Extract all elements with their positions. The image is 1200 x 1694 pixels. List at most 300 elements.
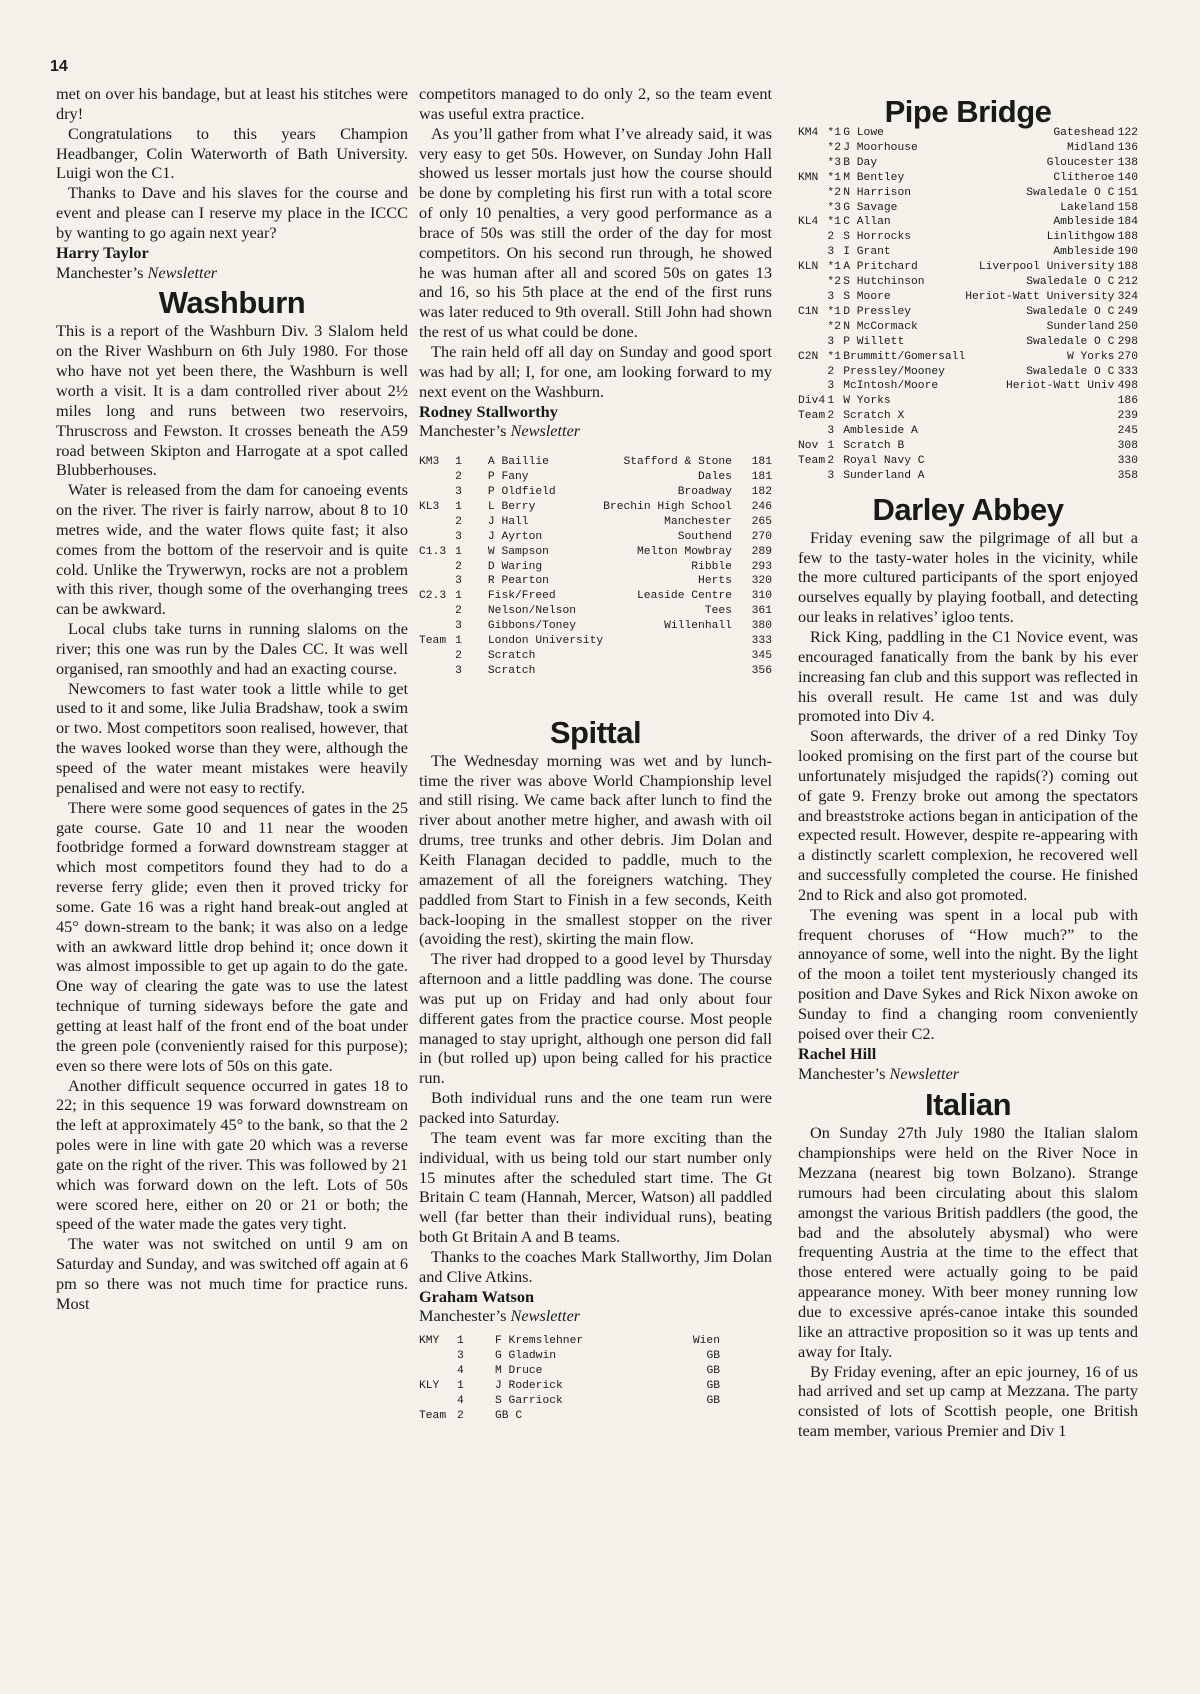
table-cell-club: Sunderland xyxy=(1046,320,1115,333)
table-row xyxy=(419,649,772,664)
table-cell-score: 330 xyxy=(1117,454,1138,467)
table-cell-name: Scratch X xyxy=(843,410,905,423)
table-row xyxy=(798,156,1138,171)
table-cell-score: 140 xyxy=(1117,171,1138,184)
table-row xyxy=(419,1364,772,1379)
table-cell-cls: Team xyxy=(419,635,447,648)
table-cell-club xyxy=(965,394,1114,409)
table-cell-club: Swaledale O C xyxy=(1026,365,1115,378)
table-cell-cls xyxy=(798,320,827,335)
table-cell-name: Sunderland A xyxy=(843,469,925,482)
table-cell-name: F Kremslehner xyxy=(495,1335,584,1348)
source-prefix: Manchester’s xyxy=(798,1063,886,1083)
paragraph: Both individual runs and the one team run were packed into Saturday. xyxy=(419,1088,772,1127)
table-cell-score: 188 xyxy=(1117,231,1138,244)
table-cell-pos: 2 xyxy=(455,471,462,484)
table-cell-cls: C2N xyxy=(798,350,819,363)
table-cell-cls xyxy=(419,530,455,545)
table-row xyxy=(419,1349,772,1364)
table-cell-score: 333 xyxy=(1117,365,1138,378)
table-cell-pos: *1 xyxy=(827,350,841,363)
paragraph: There were some good sequences of gates in the 25 gate course. Gate 10 and 11 near the wooden footbridge formed a forward downstream stagger at which most competitors found they had to do a reverse ferry glide; even then it proved tricky for some. Gate 16 was a right hand break-out angled at 45° down-stream to the bank; it was also on a ledge with an awkward little drop behind it; once down it was almost impossible to get up again to do the gate. One way of clearing the gate was to use the latest technique of turning sideways before the gate and getting at least half of the front end of the boat under the green pole (conveniently raised for this purpose); even so there were lots of 50s on this gate. xyxy=(56,797,408,1075)
table-cell-name: D Waring xyxy=(487,560,543,573)
table-cell-cls xyxy=(419,560,455,575)
table-cell-pos: *1 xyxy=(827,261,841,274)
table-cell-pos: 2 xyxy=(455,515,462,528)
table-row xyxy=(798,290,1138,305)
table-cell-name: P Fany xyxy=(487,471,529,484)
table-cell-cls xyxy=(419,1364,457,1379)
table-cell-score: 190 xyxy=(1117,246,1138,259)
table-row xyxy=(798,335,1138,350)
table-cell-cls: Nov xyxy=(798,440,819,453)
table-row xyxy=(798,245,1138,260)
table-cell-club xyxy=(603,649,732,664)
column-2 xyxy=(419,84,772,1424)
source-credit xyxy=(798,1064,1138,1084)
table-cell-cls: Team xyxy=(798,410,826,423)
byline: Rachel Hill xyxy=(798,1043,877,1063)
table-cell-club xyxy=(603,634,732,649)
spittal-results-table xyxy=(419,1334,772,1423)
table-cell-name: L Berry xyxy=(487,500,536,513)
table-cell-name: W Sampson xyxy=(487,545,549,558)
table-cell-name: Gibbons/Toney xyxy=(487,620,577,633)
table-cell-pos: *1 xyxy=(827,127,841,139)
table-row xyxy=(798,215,1138,230)
table-cell-club: Manchester xyxy=(664,515,732,528)
paragraph: By Friday evening, after an epic journey, 16 of us had arrived and set up camp at Mezzana. The party consisted of lots of Scottish people, one British team member, various Premier and Div 1 xyxy=(798,1361,1138,1441)
page-number: 14 xyxy=(50,58,68,75)
table-cell-club: Wien xyxy=(692,1335,720,1348)
table-cell-cls xyxy=(419,664,455,679)
paragraph: Water is released from the dam for canoeing events on the river. The river is fairly narrow, about 8 to 10 metres wide, and the water flows quite fast; it also comes from the bottom of the reservoir and is quite cold. Unlike the Trywerwyn, rocks are not a problem with this river, though some of the overhanging trees can be awkward. xyxy=(56,480,408,619)
table-cell-score: 245 xyxy=(1117,425,1138,438)
paragraph: The river had dropped to a good level by Thursday afternoon and a little paddling was done. The course was put up on Friday and had only about four different gates from the practice course. Most people managed to stay upright, although one person did fall in (but rolled up) upon being called for his practice run. xyxy=(419,949,772,1088)
table-cell-pos: 2 xyxy=(827,365,835,378)
table-cell-club: Willenhall xyxy=(664,620,732,633)
table-cell-club xyxy=(603,664,732,679)
table-cell-score: 250 xyxy=(1117,320,1138,333)
table-cell-name: N McCormack xyxy=(843,320,918,333)
column-1 xyxy=(56,84,408,1314)
source-credit xyxy=(56,263,408,283)
table-row xyxy=(419,485,772,500)
table-cell-score: 246 xyxy=(751,500,772,513)
table-cell-cls: C1N xyxy=(798,305,819,318)
table-row xyxy=(798,454,1138,469)
table-cell-name: M Druce xyxy=(495,1365,543,1378)
table-cell-pos: 3 xyxy=(827,469,835,482)
table-cell-cls xyxy=(419,1394,457,1409)
table-cell-score: 324 xyxy=(1117,290,1138,303)
table-cell-cls: KM3 xyxy=(419,456,440,469)
table-row xyxy=(798,469,1138,484)
table-row xyxy=(798,141,1138,156)
table-row xyxy=(419,1334,772,1349)
section-heading-washburn: Washburn xyxy=(158,285,306,321)
table-cell-pos: 3 xyxy=(827,290,835,303)
table-row xyxy=(798,275,1138,290)
table-cell-club: GB xyxy=(706,1394,720,1407)
table-row xyxy=(419,574,772,589)
table-cell-cls xyxy=(798,290,827,305)
table-cell-name: P Willett xyxy=(843,335,905,348)
table-cell-cls xyxy=(798,141,827,156)
table-cell-score: 358 xyxy=(1117,469,1138,482)
table-cell-club: Ambleside xyxy=(1053,216,1115,229)
paragraph: competitors managed to do only 2, so the team event was useful extra practice. xyxy=(419,84,772,123)
table-row xyxy=(419,664,772,679)
table-cell-cls xyxy=(798,469,827,484)
column-3 xyxy=(798,90,1138,1441)
table-cell-cls: Div4 xyxy=(798,395,826,408)
table-cell-pos: 1 xyxy=(827,395,835,408)
table-row xyxy=(798,394,1138,409)
source-prefix: Manchester’s xyxy=(419,421,507,441)
table-cell-cls xyxy=(419,619,455,634)
table-cell-cls xyxy=(798,379,827,394)
table-cell-pos: *3 xyxy=(827,156,841,169)
paragraph: Newcomers to fast water took a little while to get used to it and some, like Julia Bradshaw, took a swim or two. Most competitors soon realised, however, that the waves looked worse than they were, although the speed of the water meant mistakes were heavily penalised and were not easy to rectify. xyxy=(56,678,408,797)
table-cell-cls xyxy=(798,201,827,216)
table-cell-score: 212 xyxy=(1117,276,1138,289)
table-cell-club: Ribble xyxy=(691,560,732,573)
table-row xyxy=(419,545,772,560)
table-cell-name: J Moorhouse xyxy=(843,141,918,154)
table-cell-pos: 3 xyxy=(457,1350,464,1363)
table-row xyxy=(419,455,772,470)
table-cell-pos: 2 xyxy=(827,410,835,423)
table-row xyxy=(419,604,772,619)
table-cell-club: Swaledale O C xyxy=(1026,186,1115,199)
table-cell-cls xyxy=(798,186,827,201)
paragraph: Congratulations to this years Champion Headbanger, Colin Waterworth of Bath University. Luigi won the C1. xyxy=(56,123,408,183)
section-heading-pipe-bridge: Pipe Bridge xyxy=(884,94,1052,129)
table-cell-club xyxy=(965,424,1114,439)
table-row xyxy=(798,409,1138,424)
table-cell-club: Broadway xyxy=(677,486,732,498)
table-cell-club: Linlithgow xyxy=(1046,231,1115,244)
table-cell-cls xyxy=(419,1349,457,1364)
table-cell-pos: 3 xyxy=(455,620,462,633)
table-cell-cls xyxy=(419,604,455,619)
paragraph: met on over his bandage, but at least his stitches were dry! xyxy=(56,84,408,123)
table-cell-cls: KM4 xyxy=(798,127,819,139)
table-row xyxy=(419,619,772,634)
table-cell-club: Heriot-Watt Univ xyxy=(1005,380,1115,393)
table-cell-club: Dales xyxy=(698,471,732,484)
table-cell-club: Midland xyxy=(1066,141,1115,154)
paragraph: The rain held off all day on Sunday and good sport was had by all; I, for one, am looking forward to my next event on the Washburn. xyxy=(419,341,772,401)
table-cell-cls: KL3 xyxy=(419,500,440,513)
table-cell-pos: 1 xyxy=(455,545,462,558)
table-cell-pos: 1 xyxy=(455,635,462,648)
source-prefix: Manchester’s xyxy=(419,1306,507,1326)
table-cell-name: G Savage xyxy=(843,201,898,214)
table-cell-club xyxy=(641,1409,772,1424)
byline: Harry Taylor xyxy=(56,242,149,262)
table-cell-score: 356 xyxy=(751,664,772,677)
table-row xyxy=(419,470,772,485)
table-row xyxy=(798,424,1138,439)
paragraph: This is a report of the Washburn Div. 3 Slalom held on the River Washburn on 6th July 1980. For those who have not yet been there, the Washburn is well worth a visit. It is a dam controlled river about 2½ miles long and runs between two reservoirs, Thruscross and Fewston. It crosses beneath the A59 road between Skipton and Harrogate at a spot called Blubberhouses. xyxy=(56,321,408,480)
table-cell-score: 136 xyxy=(1117,141,1138,154)
table-cell-name: Ambleside A xyxy=(843,425,918,438)
table-cell-pos: 1 xyxy=(455,456,462,469)
table-row xyxy=(419,589,772,604)
paragraph: The team event was far more exciting than the individual, with us being told our start number only 15 minutes after the scheduled start time. The Gt Britain C team (Hannah, Mercer, Watson) all paddled well (far better than their individual runs), beating both Gt Britain A and B teams. xyxy=(419,1127,772,1247)
washburn-results-table xyxy=(419,455,772,679)
table-cell-name: G Lowe xyxy=(843,127,884,139)
table-cell-pos: 4 xyxy=(457,1394,464,1407)
table-cell-cls xyxy=(798,424,827,439)
table-cell-cls: KL4 xyxy=(798,216,819,229)
paragraph: The water was not switched on until 9 am on Saturday and Sunday, and was switched off again at 6 pm so there was not much time for practice runs. Most xyxy=(56,1234,408,1313)
table-cell-club: Herts xyxy=(698,575,732,588)
table-cell-name: Nelson/Nelson xyxy=(487,605,577,618)
table-cell-score: 188 xyxy=(1117,261,1138,274)
table-cell-cls: KMY xyxy=(419,1335,440,1348)
table-cell-name: G Gladwin xyxy=(495,1350,557,1363)
table-cell-cls: C2.3 xyxy=(419,590,447,603)
table-cell-pos: 2 xyxy=(455,605,462,618)
table-cell-name: Fisk/Freed xyxy=(487,590,556,603)
table-cell-cls xyxy=(419,574,455,589)
paragraph: Rick King, paddling in the C1 Novice event, was encouraged fanatically from the bank by his ever increasing fan club and this support was reflected in his overall result. He came 1st and was duly promoted into Div 4. xyxy=(798,626,1138,726)
table-cell-name: A Baillie xyxy=(487,456,549,469)
paragraph: Thanks to the coaches Mark Stallworthy, Jim Dolan and Clive Atkins. xyxy=(419,1246,772,1286)
table-cell-name: Scratch xyxy=(487,649,536,662)
source-publication: Newsletter xyxy=(510,1306,581,1326)
table-cell-pos: 2 xyxy=(455,560,462,573)
section-heading-darley-abbey: Darley Abbey xyxy=(872,491,1064,527)
table-cell-pos: 2 xyxy=(827,454,835,467)
table-cell-club: Swaledale O C xyxy=(1026,305,1115,318)
paragraph: Soon afterwards, the driver of a red Dinky Toy looked promising on the first part of the course but unfortunately misjudged the rapids(?) coming out of gate 9. Frenzy broke out among the spectators and breaststroke actions began in anticipation of the expected result. However, despite re-appearing with a distinctly scarlett complexion, he recovered well and successfully completed the course. He finished 2nd to Rick and also got promoted. xyxy=(798,726,1138,904)
table-row xyxy=(419,560,772,575)
table-cell-pos: *1 xyxy=(827,171,841,184)
table-cell-club: Liverpool University xyxy=(978,261,1115,274)
table-row xyxy=(419,1409,772,1424)
table-row xyxy=(419,1379,772,1394)
table-cell-pos: *1 xyxy=(827,216,841,229)
paragraph: The evening was spent in a local pub with frequent choruses of “How much?” to the annoyance of some, well into the night. By the light of the moon a toilet tent mysteriously changed its position and Dave Sykes and Rick Nixon awoke on Sunday to find a changing room conveniently poised over their C2. xyxy=(798,904,1138,1043)
table-row xyxy=(798,186,1138,201)
table-cell-name: Scratch B xyxy=(843,440,905,453)
table-cell-name: A Pritchard xyxy=(843,261,918,274)
table-cell-club xyxy=(965,454,1114,469)
table-cell-cls: KLN xyxy=(798,261,819,274)
table-cell-name: McIntosh/Moore xyxy=(843,380,939,393)
table-cell-cls xyxy=(419,515,455,530)
table-cell-club xyxy=(965,439,1114,454)
paragraph: Friday evening saw the pilgrimage of all but a few to the tasty-water holes in the vicinity, while the more cultured participants of the sport enjoyed ourselves equally by playing football, and detecting our leaks in relatives’ igloo tents. xyxy=(798,527,1138,627)
table-cell-name: London University xyxy=(487,635,604,648)
table-row xyxy=(419,530,772,545)
table-cell-score: 239 xyxy=(1117,410,1138,423)
table-cell-club: GB xyxy=(706,1379,720,1392)
table-cell-club xyxy=(965,409,1114,424)
section-heading-spittal: Spittal xyxy=(549,714,642,750)
table-cell-pos: 3 xyxy=(455,575,462,588)
table-cell-club: Ambleside xyxy=(1053,246,1115,259)
table-cell-pos: *3 xyxy=(827,201,841,214)
table-cell-cls xyxy=(798,245,827,260)
table-cell-name: I Grant xyxy=(843,246,891,259)
table-cell-name: Pressley/Mooney xyxy=(843,365,945,378)
table-cell-pos: 3 xyxy=(455,486,462,498)
table-cell-club: Swaledale O C xyxy=(1026,335,1115,348)
table-cell-score: 184 xyxy=(1117,216,1138,229)
table-cell-score: 308 xyxy=(1117,440,1138,453)
table-cell-score: 138 xyxy=(1117,156,1138,169)
table-cell-name: M Bentley xyxy=(843,171,905,184)
table-cell-pos: 1 xyxy=(457,1335,464,1348)
table-cell-name: J Hall xyxy=(487,515,529,528)
table-row xyxy=(419,1394,772,1409)
table-cell-name: D Pressley xyxy=(843,305,912,318)
table-row xyxy=(798,171,1138,186)
table-cell-club: Tees xyxy=(704,605,732,618)
table-row xyxy=(798,305,1138,320)
table-cell-score: 498 xyxy=(1117,380,1138,393)
pipe-bridge-results-table xyxy=(798,126,1138,484)
paragraph: Thanks to Dave and his slaves for the course and event and please can I reserve my place in the ICCC by wanting to go again next year? xyxy=(56,183,408,242)
table-cell-cls xyxy=(419,649,455,664)
table-row xyxy=(798,439,1138,454)
table-cell-name: Royal Navy C xyxy=(843,454,925,467)
table-cell-pos: 3 xyxy=(827,425,835,438)
table-row xyxy=(419,634,772,649)
table-cell-pos: 3 xyxy=(455,530,462,543)
table-cell-score: 158 xyxy=(1117,201,1138,214)
table-cell-score: 310 xyxy=(751,590,772,603)
table-cell-pos: 2 xyxy=(827,231,835,244)
table-cell-club: Swaledale O C xyxy=(1026,276,1115,289)
table-row xyxy=(798,260,1138,275)
table-cell-club: Brechin High School xyxy=(603,500,732,513)
table-cell-cls: C1.3 xyxy=(419,545,447,558)
table-cell-club: Gateshead xyxy=(1053,127,1115,139)
table-cell-name: S Moore xyxy=(843,290,891,303)
table-cell-name: W Yorks xyxy=(843,395,891,408)
table-cell-name: S Horrocks xyxy=(843,231,912,244)
table-cell-pos: 2 xyxy=(457,1409,464,1422)
table-cell-score: 151 xyxy=(1117,186,1138,199)
table-cell-score: 249 xyxy=(1117,305,1138,318)
source-credit xyxy=(419,1306,772,1326)
table-row xyxy=(419,500,772,515)
table-row xyxy=(798,201,1138,216)
table-cell-name: Brummitt/Gomersall xyxy=(843,350,966,363)
section-heading-italian: Italian xyxy=(924,1087,1012,1123)
table-cell-name: N Harrison xyxy=(843,186,912,199)
table-cell-name: J Ayrton xyxy=(487,530,543,543)
table-cell-pos: 1 xyxy=(455,500,462,513)
table-cell-pos: 4 xyxy=(457,1365,464,1378)
table-cell-pos: *1 xyxy=(827,305,841,318)
table-cell-cls xyxy=(798,156,827,171)
table-cell-club: W Yorks xyxy=(1066,350,1115,363)
table-cell-name: S Garriock xyxy=(495,1394,563,1407)
table-cell-name: GB C xyxy=(495,1409,523,1422)
table-cell-club: Clitheroe xyxy=(1053,171,1115,184)
table-cell-cls xyxy=(798,335,827,350)
table-cell-score: 122 xyxy=(1117,127,1138,139)
table-cell-cls xyxy=(798,365,827,380)
table-cell-name: P Oldfield xyxy=(487,486,556,498)
table-cell-score: 182 xyxy=(751,486,772,498)
table-cell-score: 298 xyxy=(1117,335,1138,348)
table-row xyxy=(419,515,772,530)
table-cell-pos: 1 xyxy=(457,1379,464,1392)
table-cell-club: Heriot-Watt University xyxy=(965,290,1115,303)
table-cell-score: 361 xyxy=(751,605,772,618)
table-cell-name: Scratch xyxy=(487,664,536,677)
table-cell-score: 380 xyxy=(751,620,772,633)
table-cell-score: 270 xyxy=(751,530,772,543)
source-prefix: Manchester’s xyxy=(56,262,144,282)
table-row xyxy=(798,379,1138,394)
table-cell-club: GB xyxy=(706,1350,720,1363)
table-cell-club: Lakeland xyxy=(1060,201,1115,214)
table-cell-score: 181 xyxy=(751,456,772,469)
table-cell-pos: 3 xyxy=(827,380,835,393)
table-cell-pos: 3 xyxy=(455,664,462,677)
table-cell-score: 345 xyxy=(751,649,772,662)
table-cell-club xyxy=(965,469,1114,484)
table-cell-cls: Team xyxy=(798,454,826,467)
byline: Graham Watson xyxy=(419,1286,535,1306)
byline: Rodney Stallworthy xyxy=(419,401,558,421)
paragraph: Another difficult sequence occurred in gates 18 to 22; in this sequence 19 was forward downstream on the left at approximately 45° to the bank, so that the 2 poles were in line with gate 20 which was a reverse gate on the right of the river. This was followed by 21 which was forward down on the left. Lots of 50s were scored here, either on 20 or 21 or both; the speed of the water made the gates very tight. xyxy=(56,1075,408,1234)
table-cell-club: Stafford & Stone xyxy=(623,456,732,469)
table-cell-cls: Team xyxy=(419,1409,447,1422)
table-cell-score: 289 xyxy=(751,545,772,558)
table-cell-club: Southend xyxy=(677,530,732,543)
table-cell-pos: *2 xyxy=(827,186,841,199)
table-cell-name: B Day xyxy=(843,156,878,169)
table-cell-score: 270 xyxy=(1117,350,1138,363)
table-cell-cls xyxy=(798,230,827,245)
table-cell-pos: 1 xyxy=(455,590,462,603)
table-cell-score: 186 xyxy=(1117,395,1138,408)
table-cell-name: C Allan xyxy=(843,216,891,229)
table-cell-name: J Roderick xyxy=(495,1379,563,1392)
table-cell-pos: *2 xyxy=(827,276,841,289)
table-cell-club: GB xyxy=(706,1365,720,1378)
table-cell-pos: *2 xyxy=(827,320,841,333)
table-row xyxy=(798,230,1138,245)
table-cell-pos: 3 xyxy=(827,246,835,259)
table-cell-cls xyxy=(419,485,455,500)
table-cell-pos: 2 xyxy=(455,649,462,662)
table-row xyxy=(798,350,1138,365)
table-cell-club: Gloucester xyxy=(1046,156,1115,169)
source-publication: Newsletter xyxy=(889,1063,960,1083)
table-row xyxy=(798,320,1138,335)
source-publication: Newsletter xyxy=(510,421,581,441)
table-cell-club: Leaside Centre xyxy=(637,590,732,603)
table-cell-name: R Pearton xyxy=(487,575,549,588)
table-row xyxy=(798,365,1138,380)
table-cell-cls xyxy=(798,275,827,290)
paragraph: Local clubs take turns in running slaloms on the river; this one was run by the Dales CC. It was well organised, ran smoothly and had an exacting course. xyxy=(56,619,408,678)
table-cell-score: 333 xyxy=(751,635,772,648)
table-cell-pos: 1 xyxy=(827,440,835,453)
table-cell-club: Melton Mowbray xyxy=(637,545,732,558)
